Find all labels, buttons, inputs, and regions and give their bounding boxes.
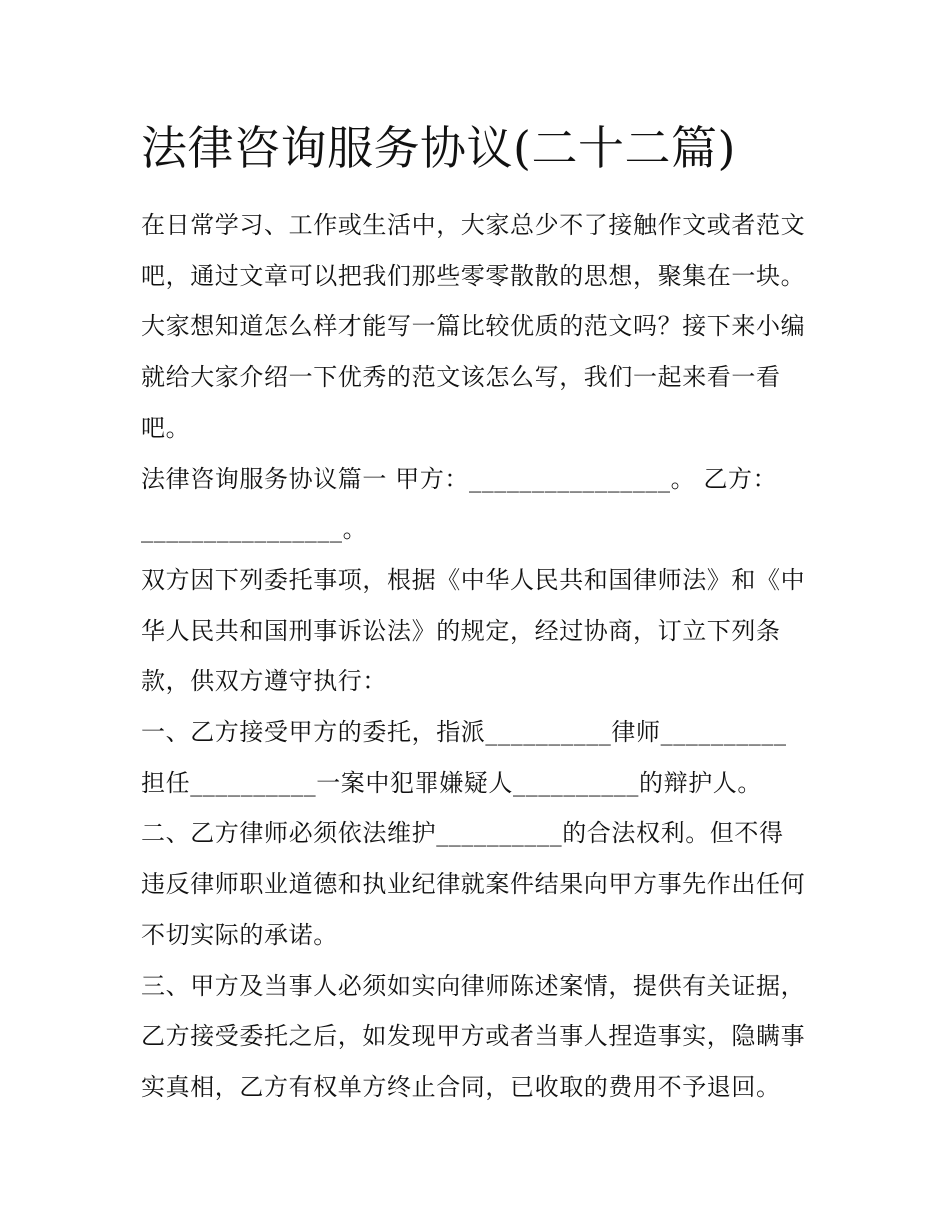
text-line: 就给大家介绍一下优秀的范文该怎么写，我们一起来看一看 bbox=[141, 363, 781, 392]
text-line: 违反律师职业道德和执业纪律就案件结果向甲方事先作出任何 bbox=[141, 870, 806, 899]
text-line: ________________。 bbox=[141, 515, 368, 544]
preamble-paragraph bbox=[141, 555, 821, 707]
text-line: 一、乙方接受甲方的委托，指派__________律师__________ bbox=[141, 718, 787, 747]
document-page bbox=[141, 118, 821, 1113]
document-body bbox=[141, 200, 821, 1113]
text-line: 款，供双方遵守执行： bbox=[141, 667, 387, 696]
text-line: 二、乙方律师必须依法维护__________的合法权利。但不得 bbox=[141, 819, 784, 848]
text-line: 法律咨询服务协议篇一 甲方：________________。 乙方： bbox=[141, 464, 778, 493]
text-line: 双方因下列委托事项，根据《中华人民共和国律师法》和《中 bbox=[141, 565, 806, 594]
text-line: 大家想知道怎么样才能写一篇比较优质的范文吗？接下来小编 bbox=[141, 312, 806, 341]
text-line: 吧，通过文章可以把我们那些零零散散的思想，聚集在一块。 bbox=[141, 261, 806, 290]
clause-2-paragraph bbox=[141, 808, 821, 960]
text-line: 担任__________一案中犯罪嫌疑人__________的辩护人。 bbox=[141, 768, 762, 797]
document-title: 法律咨询服务协议(二十二篇) bbox=[141, 121, 736, 175]
intro-paragraph bbox=[141, 200, 821, 454]
text-line: 乙方接受委托之后，如发现甲方或者当事人捏造事实，隐瞒事 bbox=[141, 1022, 806, 1051]
text-line: 实真相，乙方有权单方终止合同，已收取的费用不予退回。 bbox=[141, 1072, 781, 1101]
parties-paragraph bbox=[141, 454, 821, 555]
text-line: 在日常学习、工作或生活中，大家总少不了接触作文或者范文 bbox=[141, 211, 806, 239]
text-line: 华人民共和国刑事诉讼法》的规定，经过协商，订立下列条 bbox=[141, 616, 781, 645]
text-line: 不切实际的承诺。 bbox=[141, 920, 338, 949]
clause-3-paragraph bbox=[141, 961, 821, 1113]
text-line: 三、甲方及当事人必须如实向律师陈述案情，提供有关证据， bbox=[141, 971, 806, 1000]
clause-1-paragraph bbox=[141, 707, 821, 808]
text-line: 吧。 bbox=[141, 413, 191, 442]
